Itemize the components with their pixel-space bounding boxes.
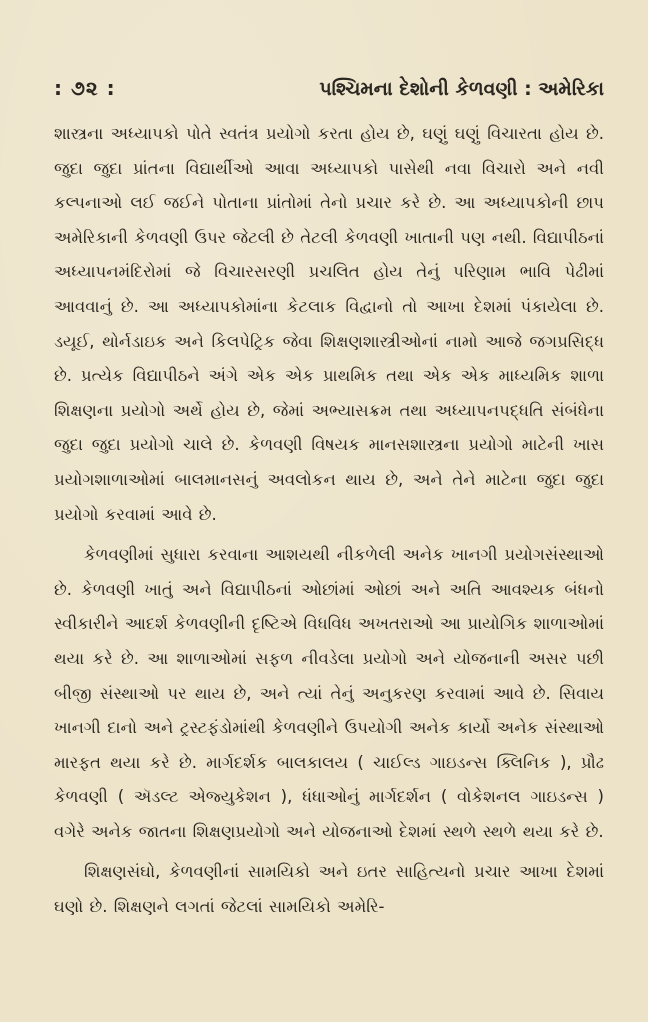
chapter-title: પશ્ચિમના દેશોની કેળવણી : અમેરિકા bbox=[319, 78, 604, 100]
running-header bbox=[54, 74, 604, 103]
paragraph-1: શાસ્ત્રના અધ્યાપકો પોતે સ્વતંત્ર પ્રયોગો કરતા હોય છે, ઘણું ઘણું વિચારતા હોય છે. જુદા જુદા પ્રાંતના વિદ્યાર્થીઓ આવા અધ્યાપકો પાસેથી નવા વિચારો અને નવી કલ્પનાઓ લઈ જઈને પોતાના પ્રાંતોમાં તેનો પ્રચાર કરે છે. આ અધ્યાપકોની છાપ અમેરિકાની કેળવણી ઉપર જેટલી છે તેટલી કેળવણી ખાતાની પણ નથી. વિદ્યાપીઠનાં અધ્યાપનમંદિરોમાં જે વિચારસરણી પ્રચલિત હોય તેનું પરિણામ ભાવિ પેઢીમાં આવવાનું છે. આ અધ્યાપકોમાંના કેટલાક વિદ્વાનો તો આખા દેશમાં પંકાયેલા છે. ડયૂઈ, થોર્નડાઇક અને કિલપેટ્રિક જેવા શિક્ષણશાસ્ત્રીઓનાં નામો આજે જગપ્રસિદ્ધ છે. પ્રત્યેક વિદ્યાપીઠને અંગે એક એક પ્રાથમિક તથા એક એક માધ્યમિક શાળા શિક્ષણના પ્રયોગો અર્થે હોય છે, જેમાં અભ્યાસક્રમ તથા અધ્યાપનપદ્ધતિ સંબંધેના જુદા જુદા પ્રયોગો ચાલે છે. કેળવણી વિષયક માનસશાસ્ત્રના પ્રયોગો માટેની ખાસ પ્રયોગશાળાઓમાં બાલમાનસનું અવલોકન થાય છે, અને તેને માટેના જુદા જુદા પ્રયોગો કરવામાં આવે છે. bbox=[54, 124, 604, 524]
paragraph-2: કેળવણીમાં સુધારા કરવાના આશયથી નીકળેલી અનેક ખાનગી પ્રયોગસંસ્થાઓ છે. કેળવણી ખાતું અને વિદ્યાપીઠનાં ઓછાંમાં ઓછાં અને અતિ આવશ્યક બંધનો સ્વીકારીને આદર્શ કેળવણીની દૃષ્ટિએ વિધવિધ અખતરાઓ આ પ્રાયોગિક શાળાઓમાં થયા કરે છે. આ શાળાઓમાં સફળ નીવડેલા પ્રયોગો અને યોજનાની અસર પછી બીજી સંસ્થાઓ પર થાય છે, અને ત્યાં તેનું અનુકરણ કરવામાં આવે છે. સિવાય ખાનગી દાનો અને ટ્રસ્ટફંડોમાંથી કેળવણીને ઉપયોગી અનેક કાર્યો અનેક સંસ્થાઓ મારફત થયા કરે છે. માર્ગદર્શક બાલકાલય ( ચાઈલ્ડ ગાઇડન્સ ક્લિનિક ), પ્રૌઢ કેળવણી ( ઍડલ્ટ એજ્યુકેશન ), ધંધાઓનું માર્ગદર્શન ( વોકેશનલ ગાઇડન્સ ) વગેરે અનેક જાતના શિક્ષણપ્રયોગો અને યોજનાઓ દેશમાં સ્થળે સ્થળે થયા કરે છે. bbox=[54, 545, 604, 841]
body-text bbox=[54, 117, 604, 925]
page-number: : ૭૨ : bbox=[54, 76, 116, 100]
paragraph-3: શિક્ષણસંઘો, કેળવણીનાં સામયિકો અને ઇતર સાહિત્યનો પ્રચાર આખા દેશમાં ઘણો છે. શિક્ષણને લગતાં જેટલાં સામયિકો અમેરિ- bbox=[54, 862, 604, 917]
